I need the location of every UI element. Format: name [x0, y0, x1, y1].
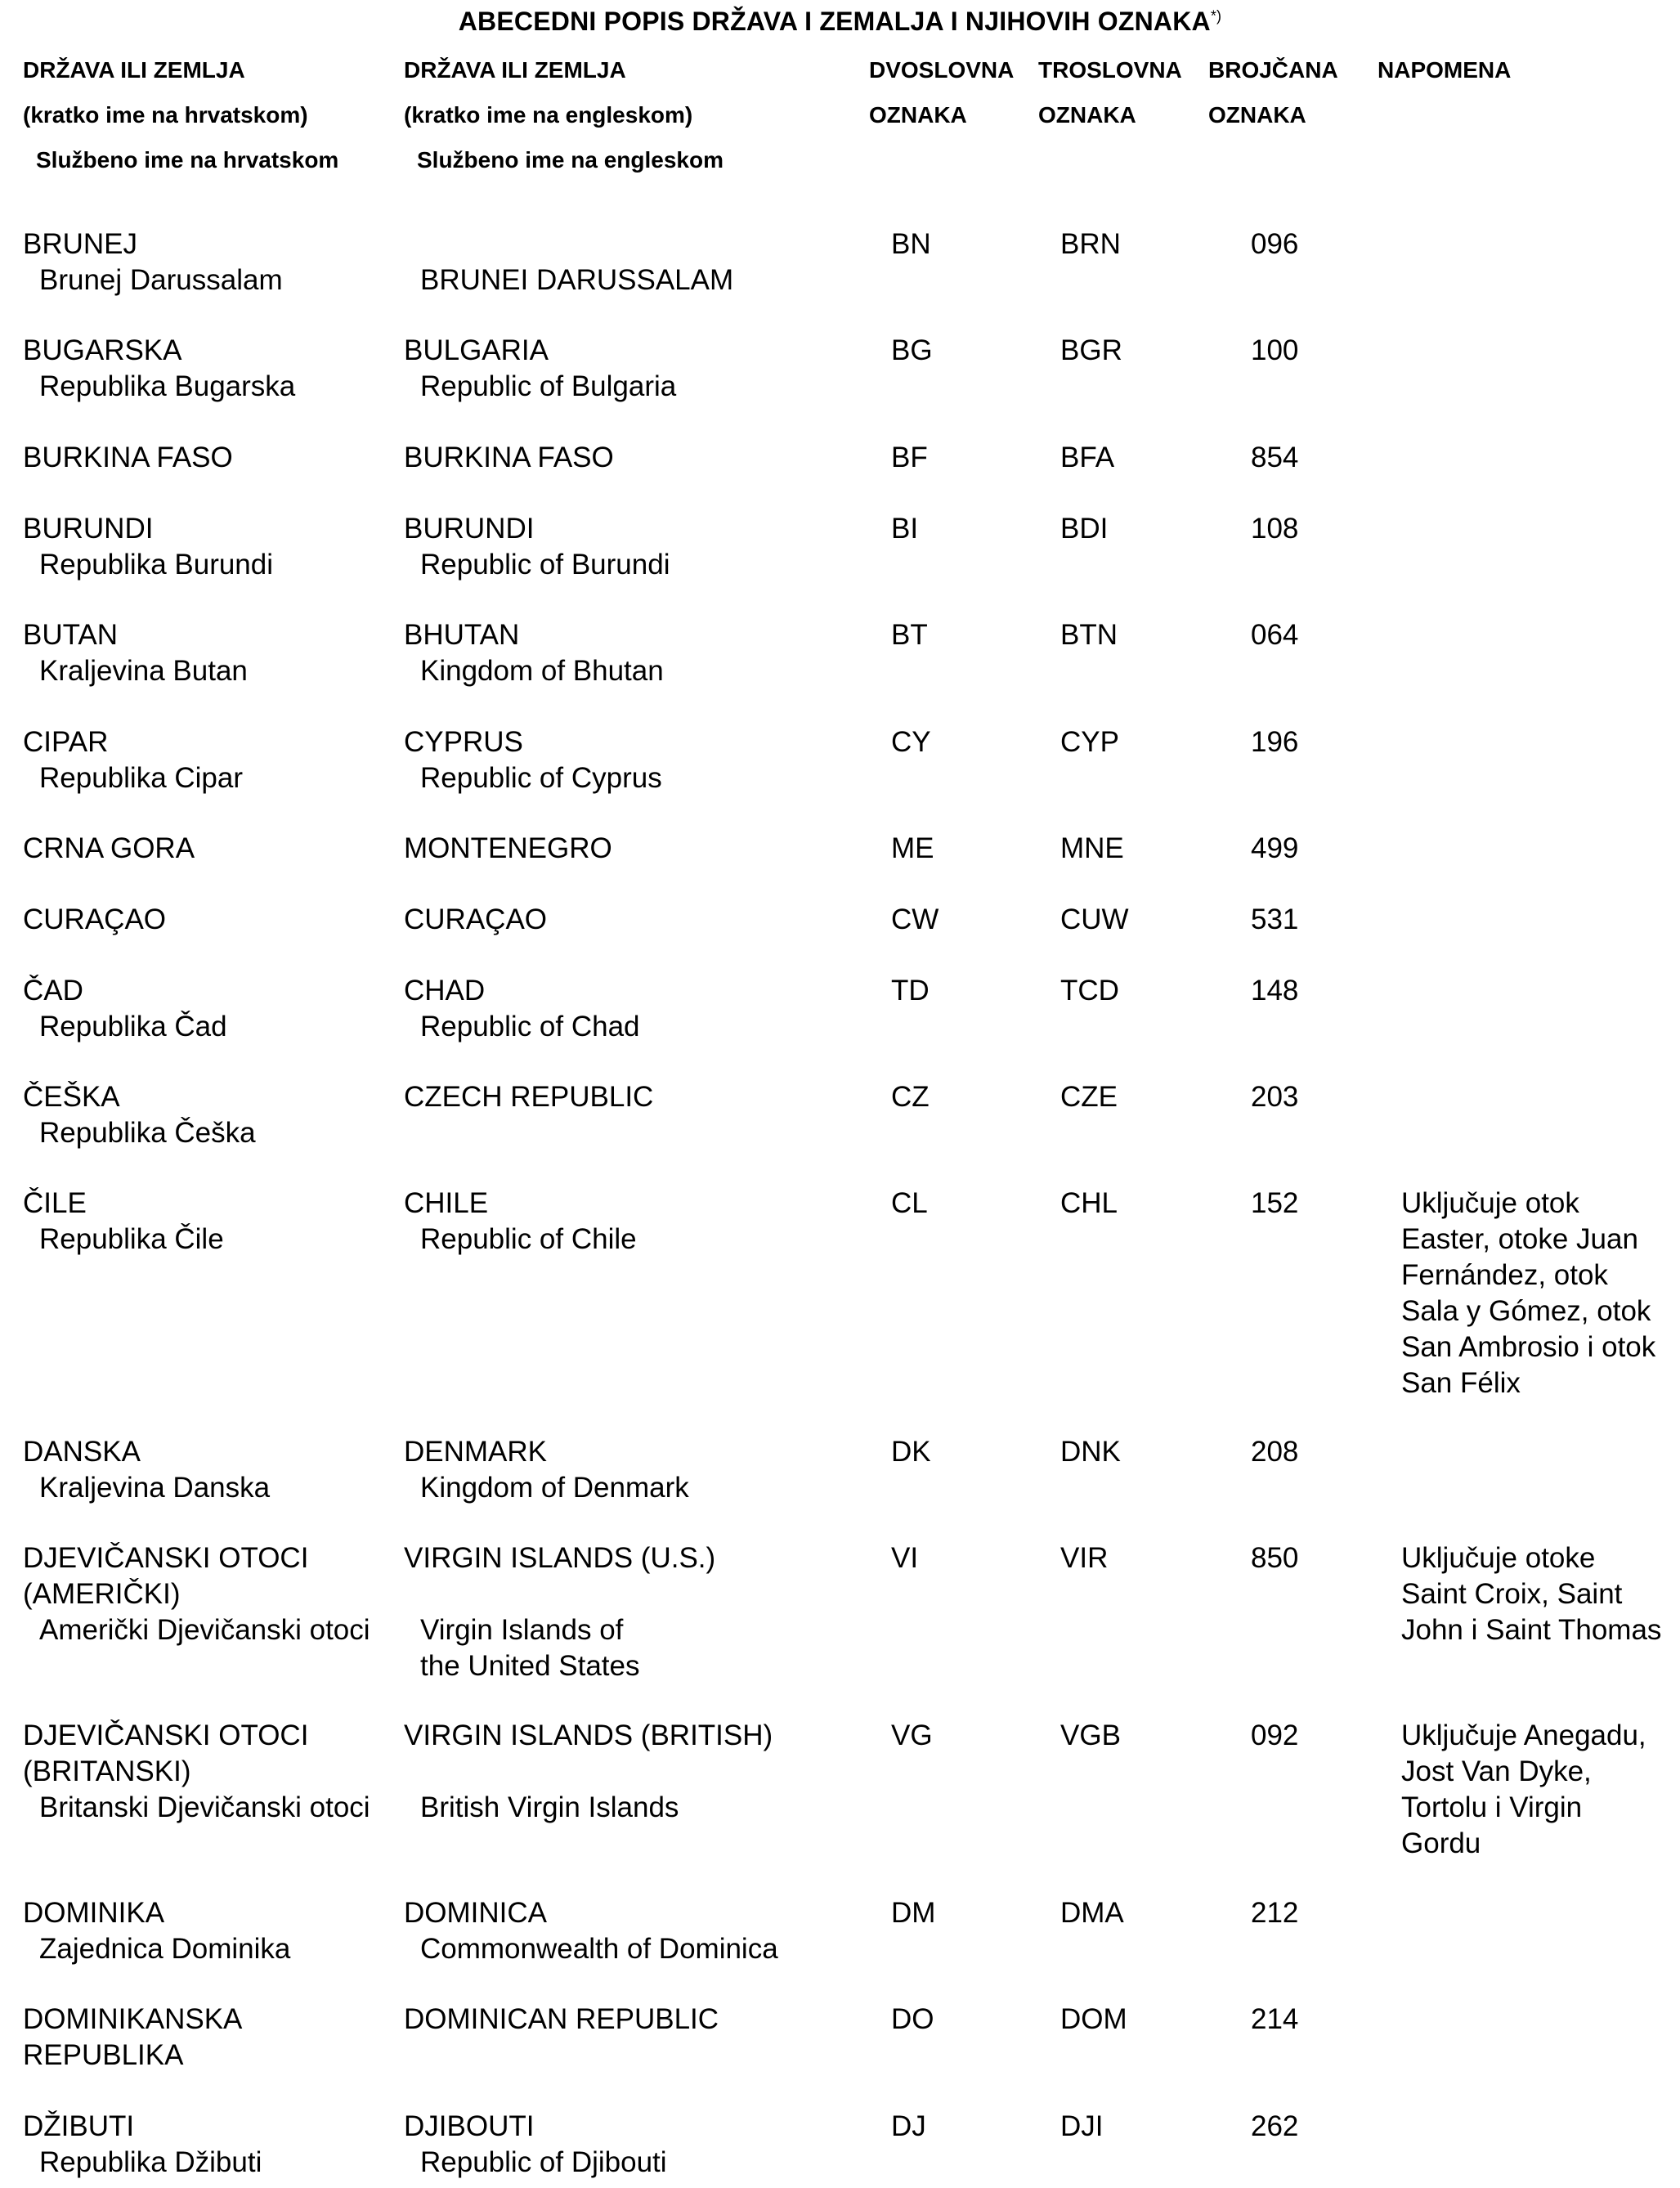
name-english: [404, 226, 733, 298]
name-line: BURUNDI: [404, 513, 535, 545]
official-name-line: Republic of Djibouti: [420, 2146, 667, 2178]
name-line: DOMINIKANSKA: [23, 2003, 243, 2035]
official-name-line: Britanski Djevičanski otoci: [39, 1791, 370, 1823]
alpha3-code: DOM: [1060, 2003, 1127, 2035]
title-text: ABECEDNI POPIS DRŽAVA I ZEMALJA I NJIHOVIH OZNAKA: [458, 7, 1211, 36]
official-name-line: Republika Čile: [39, 1223, 224, 1255]
official-name-line: Republic of Burundi: [420, 549, 670, 581]
official-name-line: the United States: [420, 1650, 640, 1682]
name-line: DJEVIČANSKI OTOCI: [23, 1542, 309, 1574]
alpha3-code: CZE: [1060, 1081, 1118, 1113]
name-line: San Ambrosio i otok: [1401, 1331, 1656, 1363]
name-line: [404, 226, 733, 262]
alpha2-code: DO: [891, 2003, 934, 2035]
name-line: ČEŠKA: [23, 1081, 120, 1113]
name-english: [404, 1079, 653, 1115]
name-croatian: [23, 973, 227, 1045]
numeric-code: 208: [1251, 1436, 1299, 1468]
alpha2-code: BN: [891, 228, 931, 260]
note: [1401, 1718, 1679, 1862]
alpha2-code: BT: [891, 619, 928, 651]
header-col2-line1: DRŽAVA ILI ZEMLJA: [404, 57, 626, 83]
name-line: BURKINA FASO: [23, 442, 233, 473]
name-line: VIRGIN ISLANDS (U.S.): [404, 1542, 716, 1574]
alpha3-code: DNK: [1060, 1436, 1121, 1468]
name-line: DOMINICAN REPUBLIC: [404, 2003, 719, 2035]
name-croatian: [23, 333, 295, 405]
numeric-code: 531: [1251, 903, 1299, 935]
numeric-code: 203: [1251, 1081, 1299, 1113]
name-croatian: [23, 1718, 370, 1826]
name-line: REPUBLIKA: [23, 2039, 184, 2071]
alpha3-code: VIR: [1060, 1542, 1109, 1574]
name-line: ČILE: [23, 1187, 87, 1219]
official-name-line: Republika Bugarska: [39, 370, 296, 402]
alpha3-code: CYP: [1060, 726, 1119, 758]
name-english: [404, 1186, 637, 1258]
alpha3-code: TCD: [1060, 975, 1119, 1007]
numeric-code: 152: [1251, 1187, 1299, 1219]
alpha2-code: CL: [891, 1187, 928, 1219]
name-english: [404, 902, 547, 938]
name-line: DENMARK: [404, 1436, 548, 1468]
name-line: BULGARIA: [404, 334, 549, 366]
name-english: [404, 724, 662, 796]
name-line: BHUTAN: [404, 619, 520, 651]
name-croatian: [23, 2002, 242, 2074]
numeric-code: 064: [1251, 619, 1299, 651]
header-col5-line1: BROJČANA: [1208, 57, 1338, 83]
alpha2-code: TD: [891, 975, 930, 1007]
name-line: DOMINIKA: [23, 1897, 165, 1929]
name-line: BRUNEJ: [23, 228, 138, 260]
numeric-code: 854: [1251, 442, 1299, 473]
name-line: Uključuje otok: [1401, 1187, 1579, 1219]
title-footnote-mark: *): [1210, 7, 1222, 25]
alpha2-code: DK: [891, 1436, 931, 1468]
alpha2-code: CZ: [891, 1081, 930, 1113]
name-croatian: [23, 2109, 262, 2181]
alpha2-code: BF: [891, 442, 928, 473]
name-line: DJIBOUTI: [404, 2110, 535, 2142]
official-name-line: Republic of Bulgaria: [420, 370, 677, 402]
official-name-line: Brunej Darussalam: [39, 264, 283, 296]
name-line: Jost Van Dyke,: [1401, 1755, 1592, 1787]
name-line: CURAÇAO: [404, 903, 548, 935]
header-col3-line2: OZNAKA: [869, 102, 967, 128]
header-col2-line3: Službeno ime na engleskom: [417, 147, 724, 173]
alpha3-code: BTN: [1060, 619, 1118, 651]
name-croatian: [23, 1895, 290, 1967]
name-line: Uključuje Anegadu,: [1401, 1719, 1646, 1751]
name-croatian: [23, 724, 243, 796]
name-line: ČAD: [23, 975, 83, 1007]
name-line: BUGARSKA: [23, 334, 182, 366]
name-english: [404, 973, 640, 1045]
alpha3-code: BFA: [1060, 442, 1115, 473]
official-name-line: Zajednica Dominika: [39, 1933, 291, 1965]
name-croatian: [23, 617, 248, 689]
numeric-code: 196: [1251, 726, 1299, 758]
header-col5-line2: OZNAKA: [1208, 102, 1306, 128]
name-line: San Félix: [1401, 1367, 1521, 1399]
name-line: CRNA GORA: [23, 832, 195, 864]
official-name-line: Republic of Cyprus: [420, 762, 662, 794]
name-line: BUTAN: [23, 619, 119, 651]
alpha2-code: VI: [891, 1542, 919, 1574]
name-english: [404, 333, 676, 405]
name-line: (BRITANSKI): [23, 1755, 191, 1787]
alpha2-code: DJ: [891, 2110, 926, 2142]
note: [1401, 1186, 1679, 1401]
name-english: [404, 1718, 773, 1826]
numeric-code: 092: [1251, 1719, 1299, 1751]
official-name-line: Commonwealth of Dominica: [420, 1933, 778, 1965]
name-croatian: [23, 1186, 224, 1258]
alpha2-code: DM: [891, 1897, 936, 1929]
name-croatian: [23, 902, 166, 938]
alpha3-code: DJI: [1060, 2110, 1104, 2142]
alpha2-code: BG: [891, 334, 933, 366]
name-english: [404, 2109, 667, 2181]
alpha3-code: DMA: [1060, 1897, 1124, 1929]
name-line: DJEVIČANSKI OTOCI: [23, 1719, 309, 1751]
name-croatian: [23, 1434, 270, 1506]
official-name-line: British Virgin Islands: [420, 1791, 679, 1823]
numeric-code: 214: [1251, 2003, 1299, 2035]
alpha2-code: ME: [891, 832, 934, 864]
name-line: Tortolu i Virgin: [1401, 1791, 1583, 1823]
name-line: DANSKA: [23, 1436, 141, 1468]
official-name-line: Kingdom of Denmark: [420, 1472, 689, 1504]
page-title: [0, 7, 1680, 37]
alpha2-code: BI: [891, 513, 919, 545]
header-col1-line1: DRŽAVA ILI ZEMLJA: [23, 57, 245, 83]
official-name-line: BRUNEI DARUSSALAM: [420, 264, 734, 296]
numeric-code: 108: [1251, 513, 1299, 545]
alpha3-code: BDI: [1060, 513, 1109, 545]
header-col6-line1: NAPOMENA: [1378, 57, 1512, 83]
name-line: CIPAR: [23, 726, 109, 758]
name-line: BURUNDI: [23, 513, 154, 545]
name-line: CZECH REPUBLIC: [404, 1081, 654, 1113]
name-english: [404, 1895, 778, 1967]
name-croatian: [23, 1079, 256, 1151]
official-name-line: Virgin Islands of: [420, 1614, 624, 1646]
alpha2-code: CW: [891, 903, 939, 935]
official-name-line: Republika Burundi: [39, 549, 274, 581]
alpha3-code: VGB: [1060, 1719, 1121, 1751]
official-name-line: Republika Cipar: [39, 762, 244, 794]
name-line: BURKINA FASO: [404, 442, 614, 473]
header-col1-line3: Službeno ime na hrvatskom: [36, 147, 339, 173]
official-name-line: Republic of Chile: [420, 1223, 637, 1255]
numeric-code: 100: [1251, 334, 1299, 366]
name-line: VIRGIN ISLANDS (BRITISH): [404, 1719, 773, 1751]
name-line: [404, 1576, 715, 1612]
name-english: [404, 2002, 719, 2038]
header-col4-line2: OZNAKA: [1038, 102, 1136, 128]
numeric-code: 499: [1251, 832, 1299, 864]
name-english: [404, 440, 614, 476]
alpha2-code: VG: [891, 1719, 933, 1751]
alpha3-code: CUW: [1060, 903, 1129, 935]
name-line: MONTENEGRO: [404, 832, 612, 864]
name-line: CHILE: [404, 1187, 489, 1219]
name-line: Fernández, otok: [1401, 1259, 1608, 1291]
official-name-line: Kraljevina Butan: [39, 655, 248, 687]
name-line: DOMINICA: [404, 1897, 547, 1929]
name-line: CYPRUS: [404, 726, 523, 758]
alpha3-code: BRN: [1060, 228, 1121, 260]
official-name-line: Kraljevina Danska: [39, 1472, 271, 1504]
name-line: CURAÇAO: [23, 903, 167, 935]
alpha3-code: BGR: [1060, 334, 1122, 366]
name-line: Gordu: [1401, 1827, 1481, 1859]
header-col4-line1: TROSLOVNA: [1038, 57, 1182, 83]
name-line: Saint Croix, Saint: [1401, 1578, 1623, 1610]
name-croatian: [23, 831, 195, 867]
name-english: [404, 1540, 715, 1684]
official-name-line: Republika Češka: [39, 1117, 256, 1149]
name-line: Uključuje otoke: [1401, 1542, 1596, 1574]
official-name-line: Američki Djevičanski otoci: [39, 1614, 370, 1646]
name-english: [404, 1434, 689, 1506]
name-croatian: [23, 1540, 370, 1648]
name-line: DŽIBUTI: [23, 2110, 135, 2142]
alpha2-code: CY: [891, 726, 931, 758]
numeric-code: 262: [1251, 2110, 1299, 2142]
name-croatian: [23, 511, 273, 583]
official-name-line: Kingdom of Bhutan: [420, 655, 664, 687]
name-line: CHAD: [404, 975, 486, 1007]
name-english: [404, 511, 670, 583]
header-col2-line2: (kratko ime na engleskom): [404, 102, 693, 128]
name-line: Easter, otoke Juan: [1401, 1223, 1638, 1255]
name-english: [404, 617, 664, 689]
official-name-line: Republika Džibuti: [39, 2146, 262, 2178]
alpha3-code: MNE: [1060, 832, 1124, 864]
name-croatian: [23, 226, 283, 298]
numeric-code: 096: [1251, 228, 1299, 260]
numeric-code: 212: [1251, 1897, 1299, 1929]
note: [1401, 1540, 1679, 1648]
header-col1-line2: (kratko ime na hrvatskom): [23, 102, 308, 128]
numeric-code: 148: [1251, 975, 1299, 1007]
name-line: (AMERIČKI): [23, 1578, 181, 1610]
numeric-code: 850: [1251, 1542, 1299, 1574]
header-col3-line1: DVOSLOVNA: [869, 57, 1015, 83]
official-name-line: Republic of Chad: [420, 1011, 640, 1042]
name-line: Sala y Gómez, otok: [1401, 1295, 1651, 1327]
name-croatian: [23, 440, 233, 476]
official-name-line: Republika Čad: [39, 1011, 227, 1042]
name-line: John i Saint Thomas: [1401, 1614, 1662, 1646]
name-line: [404, 1754, 773, 1790]
name-english: [404, 831, 612, 867]
alpha3-code: CHL: [1060, 1187, 1118, 1219]
